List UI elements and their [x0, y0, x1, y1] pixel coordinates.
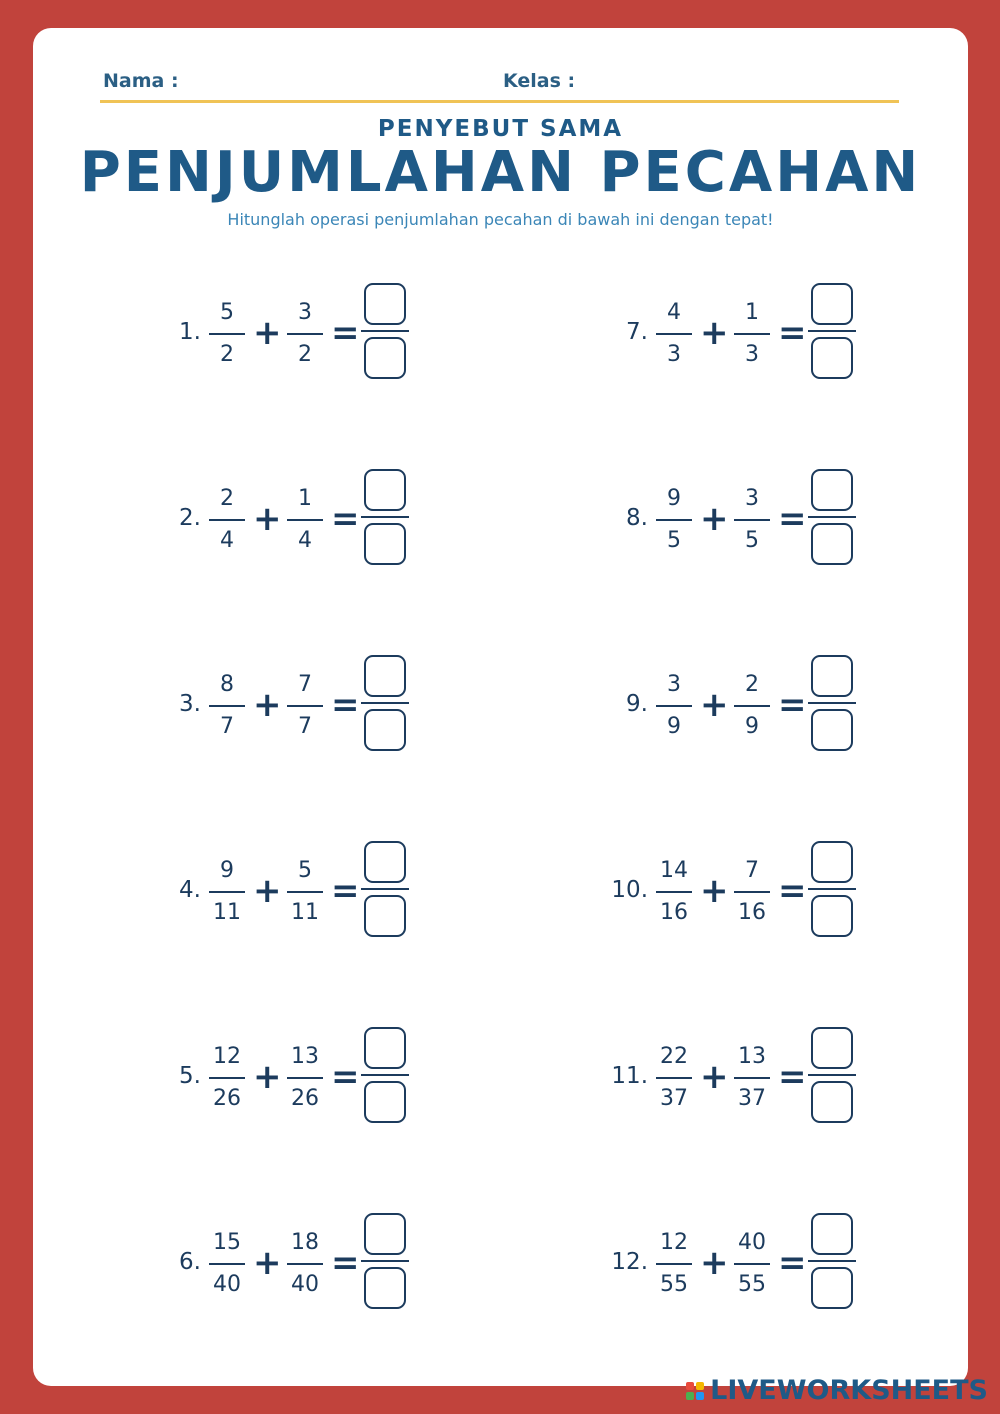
fraction-bar	[209, 1263, 245, 1265]
fraction-bar	[209, 705, 245, 707]
plus-sign: +	[253, 871, 282, 911]
problem-item	[588, 655, 908, 765]
second-denominator: 7	[298, 714, 312, 739]
first-denominator: 37	[660, 1086, 688, 1111]
first-fraction	[648, 481, 700, 559]
answer-denominator-box[interactable]	[364, 523, 406, 565]
second-denominator: 2	[298, 342, 312, 367]
problem-number: 9.	[626, 691, 648, 717]
second-denominator: 16	[738, 900, 766, 925]
problem-item	[588, 469, 908, 579]
second-fraction	[726, 667, 778, 745]
first-fraction	[201, 853, 253, 931]
second-denominator: 40	[291, 1272, 319, 1297]
answer-numerator-box[interactable]	[364, 1213, 406, 1255]
second-denominator: 5	[745, 528, 759, 553]
logo-tile-red	[686, 1382, 694, 1390]
fraction-bar	[287, 705, 323, 707]
plus-sign: +	[700, 685, 729, 725]
worksheet	[33, 28, 968, 1386]
second-denominator: 4	[298, 528, 312, 553]
answer-denominator-box[interactable]	[811, 523, 853, 565]
problem-number: 7.	[626, 319, 648, 345]
answer-denominator-box[interactable]	[811, 1267, 853, 1309]
first-numerator: 4	[667, 300, 681, 325]
problem-number: 1.	[179, 319, 201, 345]
answer-numerator-box[interactable]	[364, 1027, 406, 1069]
first-denominator: 55	[660, 1272, 688, 1297]
problem-item	[588, 1213, 908, 1323]
logo-tile-green	[686, 1392, 694, 1400]
logo-tile-yellow	[696, 1382, 704, 1390]
plus-sign: +	[700, 499, 729, 539]
second-denominator: 9	[745, 714, 759, 739]
second-numerator: 3	[745, 486, 759, 511]
first-numerator: 5	[220, 300, 234, 325]
second-fraction	[279, 853, 331, 931]
second-fraction	[279, 481, 331, 559]
fraction-bar	[287, 1077, 323, 1079]
plus-sign: +	[253, 685, 282, 725]
problem-number: 12.	[611, 1249, 648, 1275]
brand-watermark	[686, 1375, 988, 1406]
fraction-bar	[656, 333, 692, 335]
first-fraction	[648, 1039, 700, 1117]
answer-fraction	[808, 283, 856, 383]
answer-denominator-box[interactable]	[364, 895, 406, 937]
answer-fraction	[808, 1027, 856, 1127]
header-divider	[100, 100, 899, 103]
page-title: PENJUMLAHAN PECAHAN	[79, 140, 922, 205]
second-numerator: 7	[298, 672, 312, 697]
class-label: Kelas :	[503, 70, 576, 92]
first-numerator: 15	[213, 1230, 241, 1255]
first-fraction	[201, 481, 253, 559]
second-denominator: 11	[291, 900, 319, 925]
second-fraction	[726, 1225, 778, 1303]
second-numerator: 1	[745, 300, 759, 325]
answer-fraction-bar	[808, 330, 856, 332]
brand-logo-icon	[686, 1382, 704, 1400]
first-numerator: 2	[220, 486, 234, 511]
fraction-bar	[734, 519, 770, 521]
second-numerator: 3	[298, 300, 312, 325]
answer-fraction-bar	[361, 702, 409, 704]
second-fraction	[279, 1039, 331, 1117]
second-fraction	[726, 853, 778, 931]
answer-denominator-box[interactable]	[811, 895, 853, 937]
fraction-bar	[656, 1077, 692, 1079]
second-denominator: 3	[745, 342, 759, 367]
instruction-text: Hitunglah operasi penjumlahan pecahan di bawah ini dengan tepat!	[227, 210, 774, 229]
fraction-bar	[734, 1077, 770, 1079]
fraction-bar	[734, 705, 770, 707]
answer-fraction	[808, 469, 856, 569]
second-numerator: 1	[298, 486, 312, 511]
equals-sign: =	[331, 313, 360, 353]
second-fraction	[279, 295, 331, 373]
fraction-bar	[734, 1263, 770, 1265]
equals-sign: =	[331, 871, 360, 911]
first-denominator: 4	[220, 528, 234, 553]
answer-fraction	[361, 841, 409, 941]
equals-sign: =	[331, 499, 360, 539]
answer-fraction-bar	[808, 516, 856, 518]
first-numerator: 8	[220, 672, 234, 697]
fraction-bar	[209, 891, 245, 893]
second-fraction	[726, 1039, 778, 1117]
answer-numerator-box[interactable]	[811, 841, 853, 883]
equals-sign: =	[778, 871, 807, 911]
fraction-bar	[656, 1263, 692, 1265]
second-numerator: 13	[291, 1044, 319, 1069]
equals-sign: =	[778, 1057, 807, 1097]
second-numerator: 40	[738, 1230, 766, 1255]
equals-sign: =	[331, 1243, 360, 1283]
answer-numerator-box[interactable]	[364, 655, 406, 697]
answer-numerator-box[interactable]	[364, 469, 406, 511]
problem-number: 4.	[179, 877, 201, 903]
problem-number: 8.	[626, 505, 648, 531]
plus-sign: +	[700, 1057, 729, 1097]
answer-fraction	[361, 1027, 409, 1127]
first-fraction	[648, 1225, 700, 1303]
brand-name: LIVEWORKSHEETS	[710, 1375, 988, 1406]
first-numerator: 9	[667, 486, 681, 511]
second-numerator: 5	[298, 858, 312, 883]
second-denominator: 55	[738, 1272, 766, 1297]
answer-numerator-box[interactable]	[364, 841, 406, 883]
problem-number: 5.	[179, 1063, 201, 1089]
problem-item	[141, 469, 461, 579]
first-fraction	[201, 667, 253, 745]
page-subtitle: PENYEBUT SAMA	[377, 116, 624, 142]
answer-fraction-bar	[361, 1260, 409, 1262]
answer-numerator-box[interactable]	[364, 283, 406, 325]
answer-denominator-box[interactable]	[364, 709, 406, 751]
fraction-bar	[656, 519, 692, 521]
answer-fraction	[361, 1213, 409, 1313]
fraction-bar	[656, 705, 692, 707]
fraction-bar	[287, 1263, 323, 1265]
problem-item	[141, 655, 461, 765]
plus-sign: +	[253, 1243, 282, 1283]
first-numerator: 3	[667, 672, 681, 697]
logo-tile-blue	[696, 1392, 704, 1400]
first-fraction	[201, 295, 253, 373]
fraction-bar	[209, 333, 245, 335]
answer-fraction	[808, 1213, 856, 1313]
second-fraction	[726, 295, 778, 373]
problem-number: 6.	[179, 1249, 201, 1275]
fraction-bar	[209, 1077, 245, 1079]
plus-sign: +	[253, 499, 282, 539]
problem-item	[588, 283, 908, 393]
answer-fraction	[808, 655, 856, 755]
first-numerator: 22	[660, 1044, 688, 1069]
second-denominator: 37	[738, 1086, 766, 1111]
fraction-bar	[209, 519, 245, 521]
name-label: Nama :	[103, 70, 179, 92]
equals-sign: =	[331, 685, 360, 725]
second-numerator: 13	[738, 1044, 766, 1069]
first-numerator: 12	[660, 1230, 688, 1255]
answer-numerator-box[interactable]	[811, 469, 853, 511]
answer-fraction-bar	[808, 888, 856, 890]
answer-numerator-box[interactable]	[811, 283, 853, 325]
answer-fraction-bar	[361, 888, 409, 890]
plus-sign: +	[700, 1243, 729, 1283]
answer-numerator-box[interactable]	[811, 1213, 853, 1255]
answer-fraction	[361, 283, 409, 383]
answer-numerator-box[interactable]	[811, 655, 853, 697]
answer-fraction-bar	[361, 330, 409, 332]
first-denominator: 11	[213, 900, 241, 925]
answer-denominator-box[interactable]	[364, 1267, 406, 1309]
first-denominator: 7	[220, 714, 234, 739]
fraction-bar	[287, 519, 323, 521]
first-fraction	[201, 1039, 253, 1117]
second-fraction	[279, 667, 331, 745]
equals-sign: =	[331, 1057, 360, 1097]
answer-fraction-bar	[808, 1260, 856, 1262]
first-fraction	[648, 667, 700, 745]
plus-sign: +	[700, 313, 729, 353]
first-denominator: 40	[213, 1272, 241, 1297]
second-numerator: 7	[745, 858, 759, 883]
problem-item	[141, 1027, 461, 1137]
problem-number: 11.	[611, 1063, 648, 1089]
answer-fraction-bar	[808, 1074, 856, 1076]
second-fraction	[726, 481, 778, 559]
problem-number: 10.	[611, 877, 648, 903]
answer-numerator-box[interactable]	[811, 1027, 853, 1069]
fraction-bar	[287, 333, 323, 335]
second-numerator: 18	[291, 1230, 319, 1255]
fraction-bar	[656, 891, 692, 893]
answer-fraction-bar	[361, 516, 409, 518]
problem-item	[141, 841, 461, 951]
first-denominator: 9	[667, 714, 681, 739]
fraction-bar	[734, 333, 770, 335]
problem-item	[141, 283, 461, 393]
first-numerator: 12	[213, 1044, 241, 1069]
problem-number: 3.	[179, 691, 201, 717]
plus-sign: +	[253, 1057, 282, 1097]
answer-fraction	[808, 841, 856, 941]
fraction-bar	[287, 891, 323, 893]
first-denominator: 16	[660, 900, 688, 925]
answer-denominator-box[interactable]	[811, 709, 853, 751]
fraction-bar	[734, 891, 770, 893]
first-denominator: 3	[667, 342, 681, 367]
equals-sign: =	[778, 1243, 807, 1283]
problem-item	[588, 1027, 908, 1137]
answer-fraction-bar	[808, 702, 856, 704]
first-fraction	[648, 853, 700, 931]
equals-sign: =	[778, 313, 807, 353]
second-denominator: 26	[291, 1086, 319, 1111]
answer-fraction	[361, 469, 409, 569]
equals-sign: =	[778, 499, 807, 539]
plus-sign: +	[253, 313, 282, 353]
first-numerator: 9	[220, 858, 234, 883]
first-numerator: 14	[660, 858, 688, 883]
answer-denominator-box[interactable]	[811, 1081, 853, 1123]
problem-item	[141, 1213, 461, 1323]
answer-denominator-box[interactable]	[364, 1081, 406, 1123]
equals-sign: =	[778, 685, 807, 725]
problem-item	[588, 841, 908, 951]
answer-fraction-bar	[361, 1074, 409, 1076]
first-denominator: 2	[220, 342, 234, 367]
second-numerator: 2	[745, 672, 759, 697]
plus-sign: +	[700, 871, 729, 911]
answer-denominator-box[interactable]	[364, 337, 406, 379]
answer-fraction	[361, 655, 409, 755]
first-denominator: 5	[667, 528, 681, 553]
first-denominator: 26	[213, 1086, 241, 1111]
first-fraction	[201, 1225, 253, 1303]
second-fraction	[279, 1225, 331, 1303]
problem-number: 2.	[179, 505, 201, 531]
first-fraction	[648, 295, 700, 373]
answer-denominator-box[interactable]	[811, 337, 853, 379]
